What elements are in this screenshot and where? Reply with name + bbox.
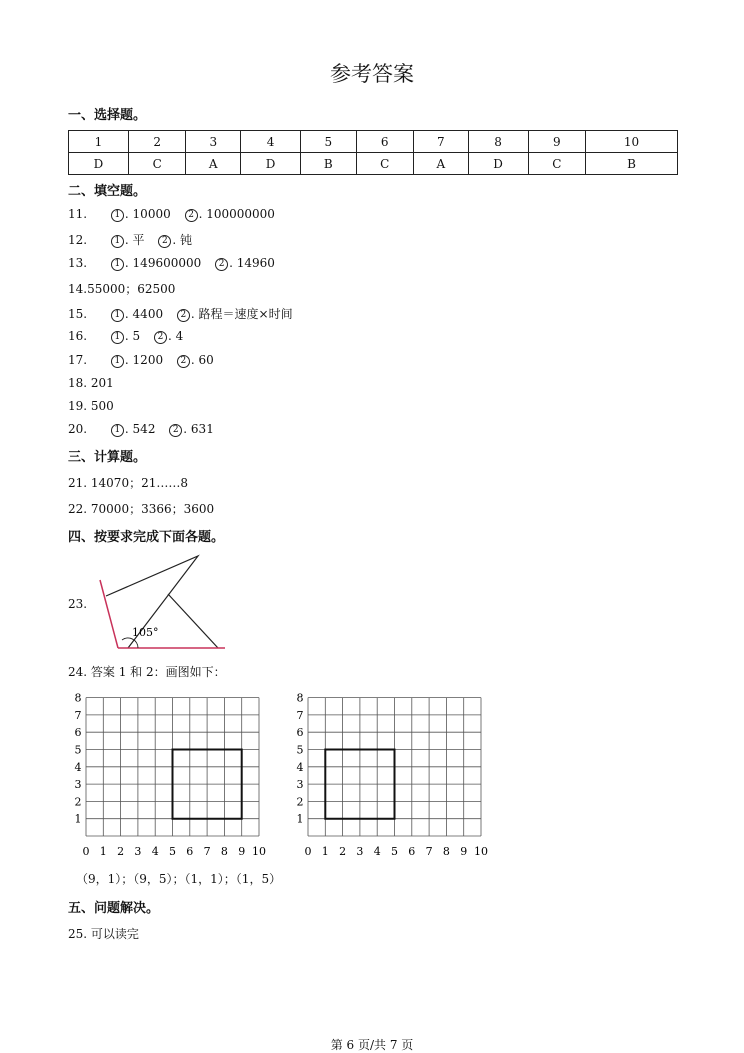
- x-tick-label: 10: [474, 845, 488, 858]
- table-cell-answer: C: [128, 153, 186, 175]
- table-cell-answer: C: [356, 153, 414, 175]
- table-cell-answer: D: [468, 153, 528, 175]
- y-tick-label: 5: [296, 743, 304, 757]
- table-cell-answer: D: [69, 153, 129, 175]
- x-tick-label: 7: [203, 845, 211, 858]
- x-tick-label: 2: [117, 845, 125, 858]
- answer-part: . 1200: [124, 353, 164, 367]
- table-cell-number: 8: [468, 131, 528, 153]
- table-cell-answer: D: [241, 153, 301, 175]
- answer-line-20: [68, 422, 214, 437]
- answer-line-12: [68, 231, 192, 248]
- x-tick-label: 4: [373, 845, 381, 858]
- y-tick-label: 6: [74, 726, 82, 740]
- answer-part: . 路程＝速度×时间: [190, 307, 293, 321]
- angle-arc: [122, 638, 138, 648]
- x-tick-label: 5: [169, 845, 176, 858]
- table-row-answers: [69, 153, 678, 175]
- page-title: 参考答案: [330, 62, 414, 86]
- x-tick-label: 8: [220, 845, 228, 858]
- table-cell-number: 2: [128, 131, 186, 153]
- circle-number-icon: 1: [111, 331, 124, 344]
- page-footer: 第 6 页/共 7 页: [330, 1038, 414, 1052]
- x-tick-label: 6: [186, 845, 194, 858]
- circle-number-icon: 2: [215, 258, 228, 271]
- y-tick-label: 5: [74, 743, 82, 757]
- answer-line-11: [68, 207, 275, 222]
- table-cell-answer: C: [528, 153, 586, 175]
- x-tick-label: 3: [134, 845, 142, 858]
- x-tick-label: 0: [82, 845, 90, 858]
- table-cell-number: 10: [586, 131, 678, 153]
- y-tick-label: 8: [296, 691, 304, 705]
- x-tick-label: 9: [460, 845, 468, 858]
- table-cell-number: 6: [356, 131, 414, 153]
- answer-part: . 钝: [172, 233, 193, 247]
- question-number: 13.: [68, 256, 88, 270]
- section-heading-fill: 二、填空题。: [68, 184, 147, 199]
- x-tick-label: 6: [408, 845, 416, 858]
- answer-part: . 14960: [229, 256, 275, 270]
- x-tick-label: 3: [356, 845, 364, 858]
- answer-part: . 平: [124, 233, 145, 247]
- table-cell-answer: B: [586, 153, 678, 175]
- answer-line-24: 24. 答案 1 和 2：画图如下：: [68, 665, 226, 679]
- x-tick-label: 0: [304, 845, 312, 858]
- question-number: 11.: [68, 207, 88, 221]
- y-tick-label: 7: [74, 708, 82, 722]
- table-cell-answer: B: [301, 153, 356, 175]
- x-tick-label: 4: [151, 845, 159, 858]
- y-tick-label: 3: [296, 778, 304, 792]
- y-tick-label: 4: [74, 760, 82, 774]
- table-cell-answer: A: [414, 153, 469, 175]
- circle-number-icon: 1: [111, 235, 124, 248]
- answer-line-22: 22. 70000；3366；3600: [68, 502, 215, 516]
- question-number: 17.: [68, 353, 88, 367]
- x-tick-label: 10: [252, 845, 266, 858]
- circle-number-icon: 2: [177, 355, 190, 368]
- y-tick-label: 4: [296, 760, 304, 774]
- coordinate-grid-1: [66, 686, 271, 861]
- section-heading-problem: 五、问题解决。: [68, 901, 160, 916]
- answer-line-19: 19. 500: [68, 399, 114, 413]
- angle-label: 105°: [132, 626, 159, 639]
- table-cell-number: 4: [241, 131, 301, 153]
- y-tick-label: 1: [74, 812, 82, 826]
- circle-number-icon: 2: [185, 209, 198, 222]
- x-tick-label: 1: [99, 845, 107, 858]
- x-tick-label: 5: [391, 845, 398, 858]
- table-cell-number: 9: [528, 131, 586, 153]
- answer-part: . 4: [168, 329, 184, 343]
- circle-number-icon: 1: [111, 355, 124, 368]
- y-tick-label: 1: [296, 812, 304, 826]
- answer-line-13: [68, 256, 275, 271]
- coordinate-grid-2: [288, 686, 498, 861]
- x-tick-label: 8: [442, 845, 450, 858]
- x-tick-label: 7: [425, 845, 433, 858]
- answer-part: . 149600000: [124, 256, 202, 270]
- circle-number-icon: 2: [169, 424, 182, 437]
- table-row-numbers: [69, 131, 678, 153]
- x-tick-label: 2: [339, 845, 347, 858]
- question-number: 15.: [68, 307, 88, 321]
- perpendicular-line: [100, 580, 118, 648]
- table-cell-number: 5: [301, 131, 356, 153]
- coordinates-answer: （9，1）；（9，5）；（1，1）；（1，5）: [76, 872, 282, 886]
- answer-part: . 4400: [124, 307, 164, 321]
- y-tick-label: 7: [296, 708, 304, 722]
- section-heading-calc: 三、计算题。: [68, 450, 147, 465]
- answer-line-17: [68, 353, 214, 368]
- answer-line-18: 18. 201: [68, 376, 114, 390]
- answer-part: . 631: [183, 422, 214, 436]
- question-number: 16.: [68, 329, 88, 343]
- circle-number-icon: 2: [154, 331, 167, 344]
- answer-line-25: 25. 可以读完: [68, 927, 139, 941]
- circle-number-icon: 1: [111, 424, 124, 437]
- answer-part: . 60: [190, 353, 214, 367]
- question-number-23: 23.: [68, 597, 88, 611]
- section-heading-choice: 一、选择题。: [68, 108, 147, 123]
- table-cell-number: 7: [414, 131, 469, 153]
- x-tick-label: 1: [321, 845, 329, 858]
- circle-number-icon: 1: [111, 309, 124, 322]
- answer-line-14: 14.55000；62500: [68, 282, 176, 296]
- y-tick-label: 2: [74, 795, 82, 809]
- x-tick-label: 9: [238, 845, 246, 858]
- table-cell-number: 3: [186, 131, 241, 153]
- y-tick-label: 3: [74, 778, 82, 792]
- triangle-side: [168, 594, 218, 648]
- answer-line-21: 21. 14070；21……8: [68, 476, 188, 490]
- angle-construction-figure: [90, 550, 260, 655]
- circle-number-icon: 2: [158, 235, 171, 248]
- answer-line-16: [68, 329, 183, 344]
- y-tick-label: 8: [74, 691, 82, 705]
- question-number: 20.: [68, 422, 88, 436]
- answer-part: . 100000000: [198, 207, 275, 221]
- table-cell-number: 1: [69, 131, 129, 153]
- question-number: 12.: [68, 233, 88, 247]
- section-heading-tasks: 四、按要求完成下面各题。: [68, 530, 225, 545]
- answer-part: . 10000: [124, 207, 171, 221]
- answer-part: . 5: [124, 329, 141, 343]
- choice-answer-table: [68, 130, 678, 175]
- answer-part: . 542: [124, 422, 156, 436]
- y-tick-label: 2: [296, 795, 304, 809]
- circle-number-icon: 1: [111, 258, 124, 271]
- y-tick-label: 6: [296, 726, 304, 740]
- table-cell-answer: A: [186, 153, 241, 175]
- circle-number-icon: 1: [111, 209, 124, 222]
- answer-line-15: [68, 305, 293, 322]
- circle-number-icon: 2: [177, 309, 190, 322]
